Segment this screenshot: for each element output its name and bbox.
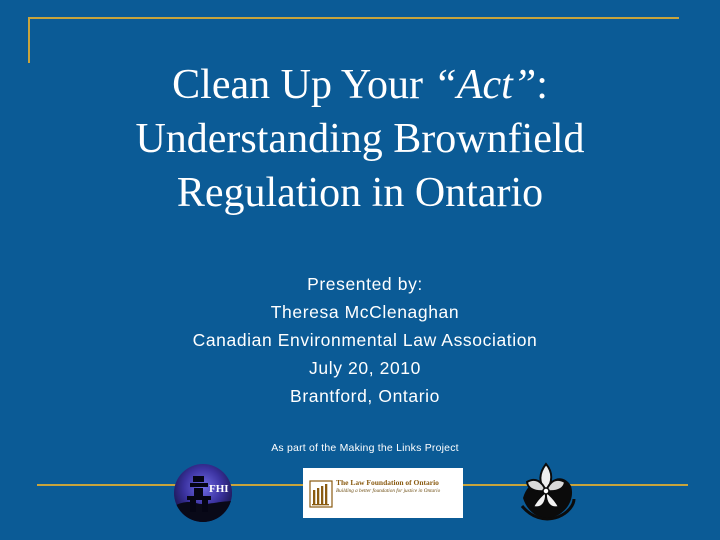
law-foundation-tagline: Building a better foundation for justice in Ontario — [336, 488, 441, 494]
presentation-location: Brantford, Ontario — [290, 386, 440, 406]
title-line-1 — [60, 58, 660, 112]
title-line-2: Understanding Brownfield — [135, 116, 585, 162]
title-line-1-prefix: Clean Up Your — [172, 62, 434, 108]
presenter-name: Theresa McClenaghan — [270, 302, 460, 322]
presenter-block — [40, 270, 690, 410]
logo-left-text: FHI — [209, 483, 229, 495]
title-line-3: Regulation in Ontario — [176, 170, 544, 216]
presented-by-label: Presented by: — [307, 274, 423, 294]
organization-name: Canadian Environmental Law Association — [192, 330, 538, 350]
project-note: As part of the Making the Links Project — [271, 442, 459, 454]
floral-emblem-logo — [513, 458, 579, 524]
left-rule — [28, 17, 30, 63]
law-foundation-name: The Law Foundation of Ontario — [336, 478, 439, 487]
top-rule — [28, 17, 679, 19]
title-line-1-suffix: : — [536, 62, 548, 108]
floral-emblem-icon — [513, 458, 579, 524]
law-foundation-icon — [309, 478, 333, 508]
inukshuk-icon — [174, 464, 232, 522]
presentation-date: July 20, 2010 — [309, 358, 421, 378]
slide-title — [60, 58, 660, 220]
title-act-word: “Act” — [433, 62, 537, 108]
inukshuk-logo — [174, 464, 232, 522]
law-foundation-logo — [303, 468, 463, 518]
